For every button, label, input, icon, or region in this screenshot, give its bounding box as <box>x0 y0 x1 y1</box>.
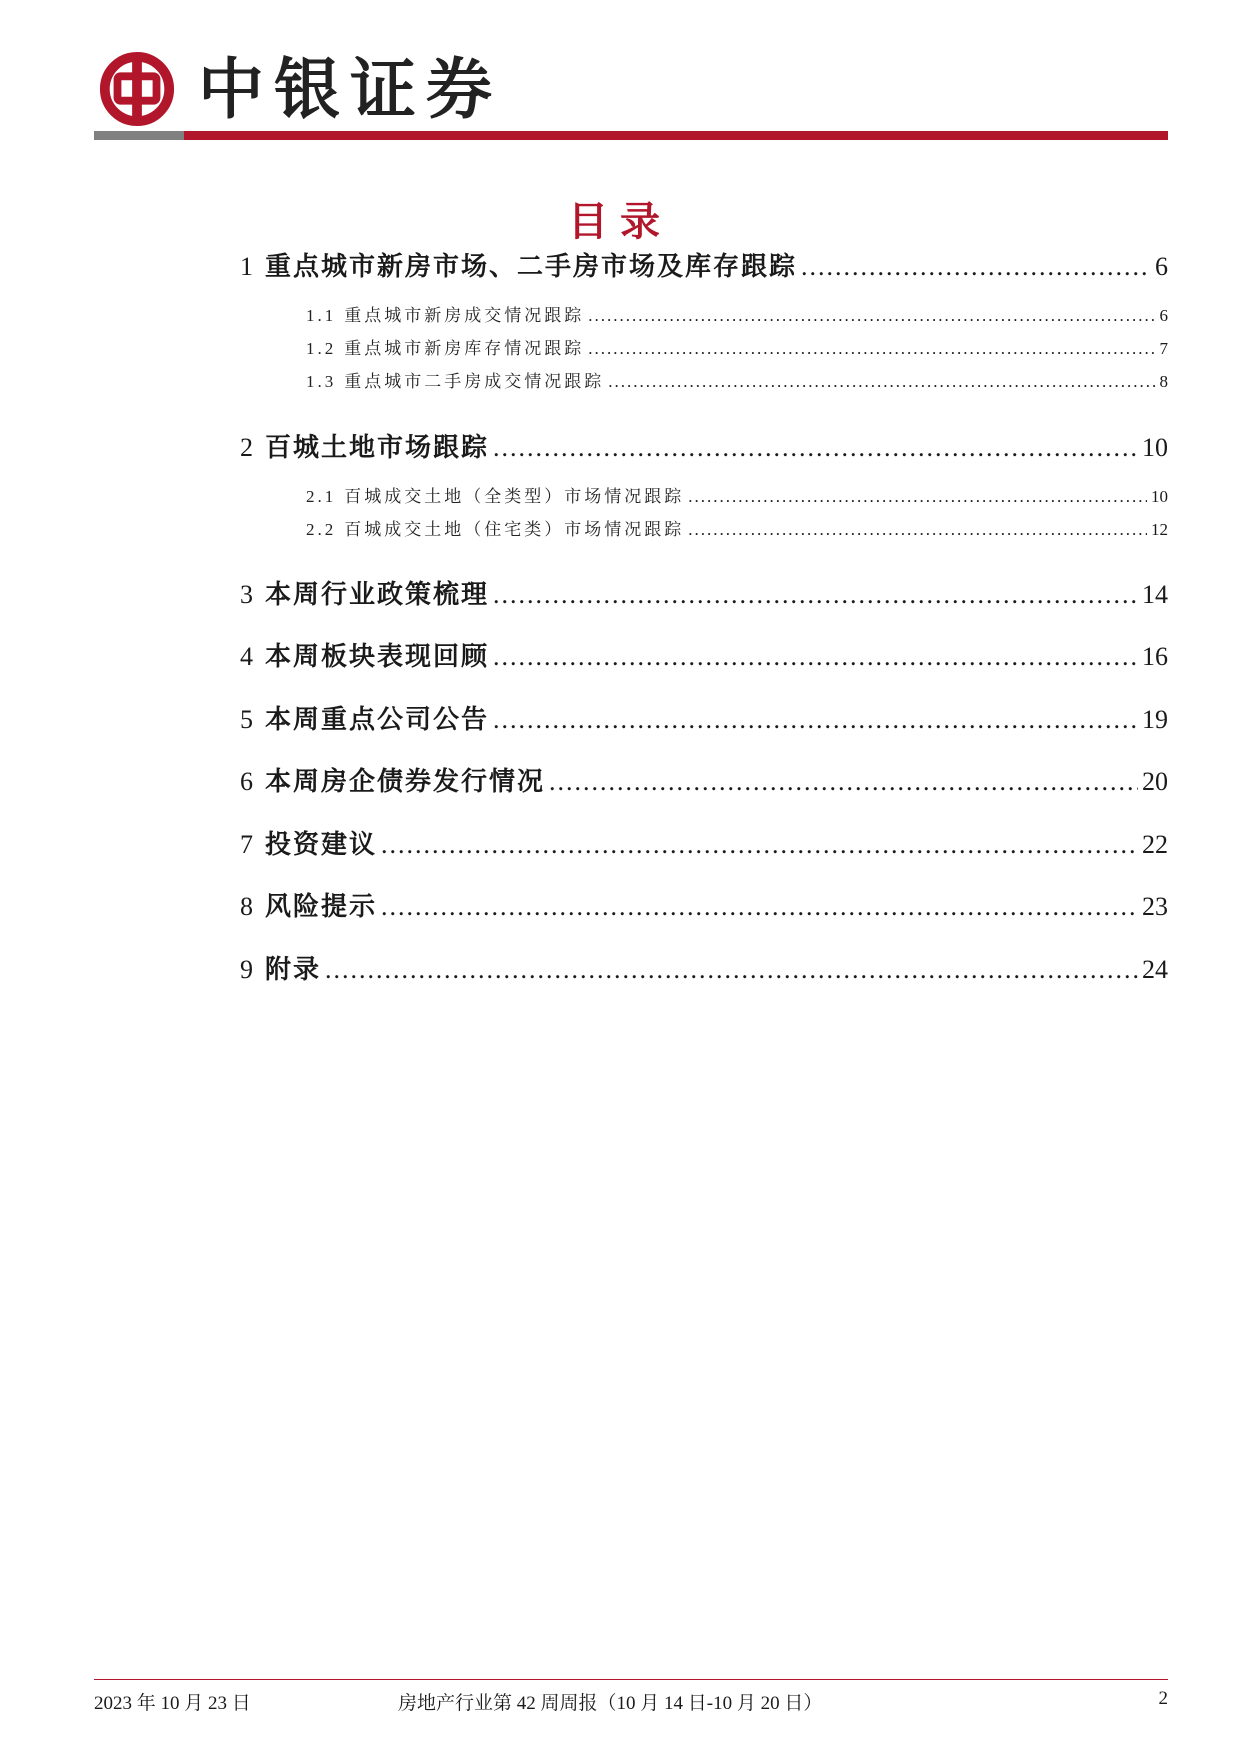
toc-entry-label: 3 本周行业政策梳理 <box>240 580 490 610</box>
toc-entry-label: 9 附录 <box>240 955 322 985</box>
toc-entry-number: 4 <box>240 642 255 671</box>
toc-entry[interactable] <box>240 761 1168 798</box>
toc-leader-dots <box>493 642 1138 672</box>
toc-entry-number: 3 <box>240 580 255 609</box>
toc-entry-page: 24 <box>1142 955 1168 984</box>
toc-leader-dots <box>549 767 1138 797</box>
toc-entry[interactable] <box>306 367 1168 392</box>
toc-entry[interactable] <box>306 515 1168 540</box>
toc-entry-label: 1 重点城市新房市场、二手房市场及库存跟踪 <box>240 252 798 282</box>
toc-entry-number: 1 <box>240 252 255 281</box>
header-rule-gray <box>94 131 184 140</box>
toc-entry-label: 8 风险提示 <box>240 892 378 922</box>
toc-leader-dots <box>493 433 1138 463</box>
toc-entry-label: 1.3 重点城市二手房成交情况跟踪 <box>306 372 605 392</box>
toc-entry-page: 8 <box>1159 372 1168 391</box>
toc-leader-dots <box>588 306 1155 326</box>
toc-leader-dots <box>801 252 1151 282</box>
toc-entry-number: 2 <box>240 433 255 462</box>
toc-leader-dots <box>608 372 1155 392</box>
toc-leader-dots <box>325 955 1138 985</box>
toc-entry-label: 6 本周房企债券发行情况 <box>240 767 546 797</box>
toc-entry[interactable] <box>240 949 1168 986</box>
toc-entry-number: 7 <box>240 830 255 859</box>
toc-entry-label: 1.2 重点城市新房库存情况跟踪 <box>306 339 585 359</box>
toc-entry-number: 1.2 <box>306 339 337 358</box>
toc-entry-number: 5 <box>240 705 255 734</box>
toc-title: 目录 <box>568 199 672 245</box>
toc-entry-label: 2.1 百城成交土地（全类型）市场情况跟踪 <box>306 487 685 507</box>
toc-entry[interactable] <box>240 246 1168 283</box>
toc-entry-page: 22 <box>1142 830 1168 859</box>
toc-leader-dots <box>493 705 1138 735</box>
toc-entry-label: 5 本周重点公司公告 <box>240 705 490 735</box>
footer-page-number: 2 <box>1158 1688 1168 1709</box>
toc-entry[interactable] <box>306 334 1168 359</box>
toc-entry[interactable] <box>240 574 1168 611</box>
toc-entry-number: 1.3 <box>306 372 337 391</box>
toc-leader-dots <box>688 487 1147 507</box>
toc-entry-number: 8 <box>240 892 255 921</box>
page-header <box>94 50 1168 145</box>
toc-entry-number: 6 <box>240 767 255 796</box>
bank-of-china-logo-icon <box>98 50 176 128</box>
toc-entry[interactable] <box>240 699 1168 736</box>
toc-entry[interactable] <box>240 886 1168 923</box>
toc-entry-number: 1.1 <box>306 306 337 325</box>
toc-entry-number: 2.1 <box>306 487 337 506</box>
toc-entry-label: 2 百城土地市场跟踪 <box>240 433 490 463</box>
toc-entry-page: 10 <box>1142 433 1168 462</box>
toc-entry-page: 14 <box>1142 580 1168 609</box>
toc-entry-page: 7 <box>1159 339 1168 358</box>
toc-leader-dots <box>381 892 1138 922</box>
toc-entry-page: 23 <box>1142 892 1168 921</box>
toc-entry-page: 6 <box>1159 306 1168 325</box>
toc-entry-label: 2.2 百城成交土地（住宅类）市场情况跟踪 <box>306 520 685 540</box>
toc-leader-dots <box>493 580 1138 610</box>
header-rule-red <box>184 131 1168 140</box>
toc-entry-number: 2.2 <box>306 520 337 539</box>
toc-entry-number: 9 <box>240 955 255 984</box>
toc-entry[interactable] <box>240 636 1168 673</box>
footer-rule <box>94 1679 1168 1680</box>
footer-date: 2023 年 10 月 23 日 <box>94 1693 251 1714</box>
toc-leader-dots <box>688 520 1147 540</box>
toc-entry-page: 16 <box>1142 642 1168 671</box>
toc-leader-dots <box>381 830 1138 860</box>
footer-report-title: 房地产行业第 42 周周报（10 月 14 日-10 月 20 日） <box>398 1693 823 1714</box>
toc-entry-label: 4 本周板块表现回顾 <box>240 642 490 672</box>
toc-entry-page: 6 <box>1155 252 1168 281</box>
toc-entry-page: 10 <box>1151 487 1168 506</box>
toc-entry-label: 1.1 重点城市新房成交情况跟踪 <box>306 306 585 326</box>
toc-leader-dots <box>588 339 1155 359</box>
toc-entry[interactable] <box>240 427 1168 464</box>
toc-entry[interactable] <box>240 824 1168 861</box>
toc-entry-page: 12 <box>1151 520 1168 539</box>
toc-entry-label: 7 投资建议 <box>240 830 378 860</box>
toc-entry-page: 20 <box>1142 767 1168 796</box>
toc-entry[interactable] <box>306 301 1168 326</box>
toc-entry-page: 19 <box>1142 705 1168 734</box>
toc-entry[interactable] <box>306 482 1168 507</box>
brand-name: 中银证券 <box>198 51 502 128</box>
